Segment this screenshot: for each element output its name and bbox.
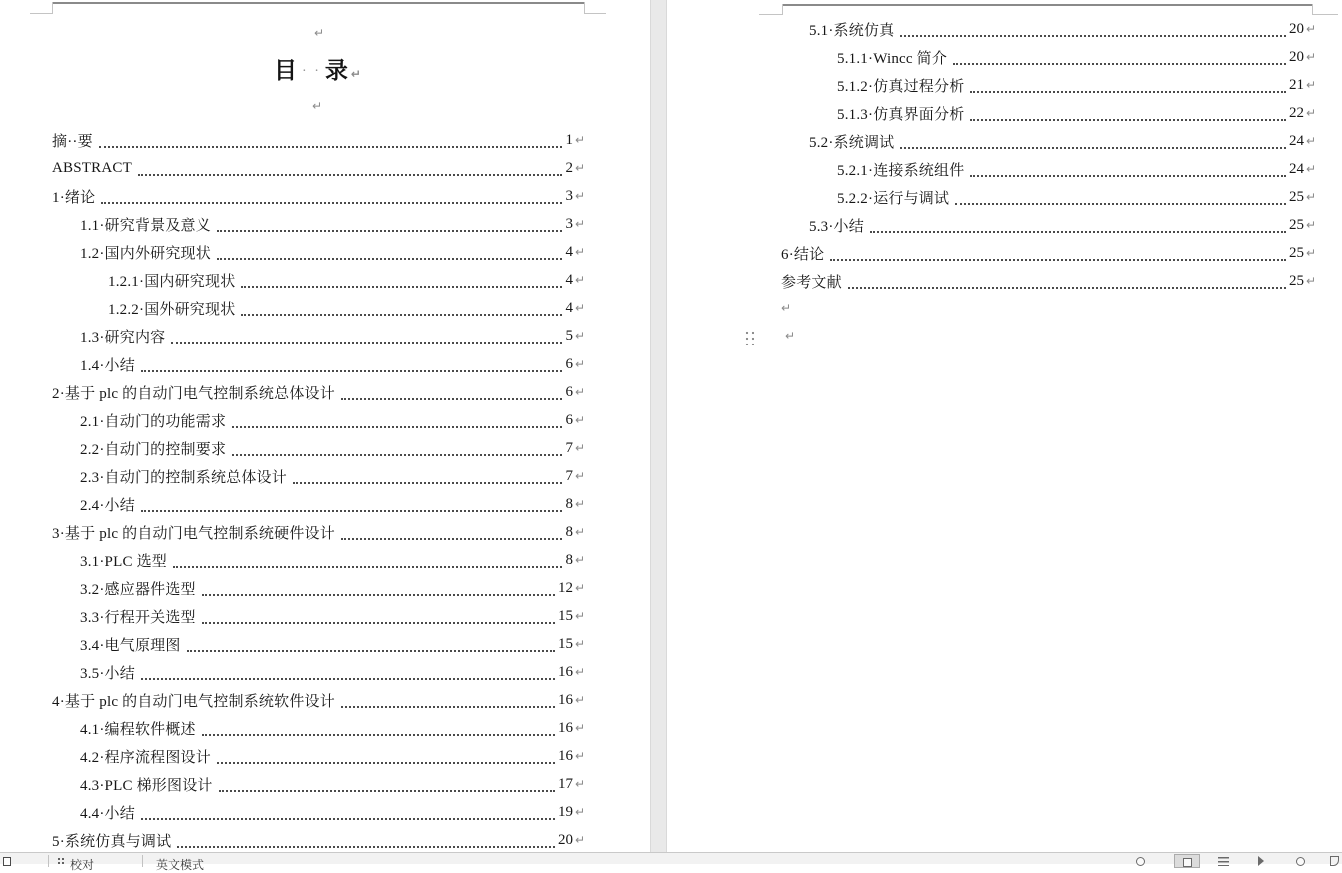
toc-entry-text: 1.3·研究内容 bbox=[80, 329, 166, 346]
toc-page-number: 24 bbox=[1288, 132, 1304, 149]
toc-page-number: 7 bbox=[565, 467, 573, 484]
paragraph-mark: ↵ bbox=[574, 217, 585, 231]
toc-page-number: 16 bbox=[557, 747, 573, 764]
read-mode-icon[interactable] bbox=[1136, 857, 1145, 866]
toc-page-number: 20 bbox=[1288, 48, 1304, 65]
toc-entry[interactable] bbox=[0, 294, 650, 322]
page-top-boundary bbox=[782, 4, 1312, 6]
toc-entry[interactable] bbox=[0, 770, 650, 798]
dot-leader bbox=[217, 762, 555, 764]
toc-page-number: 6 bbox=[565, 355, 573, 372]
dot-leader bbox=[187, 650, 555, 652]
crop-mark-top-right bbox=[584, 2, 585, 14]
toc-entry[interactable] bbox=[667, 15, 1342, 43]
toc-entry-text: 2.2·自动门的控制要求 bbox=[80, 441, 227, 458]
paragraph-mark: ↵ bbox=[781, 301, 792, 315]
document-page-1[interactable] bbox=[0, 0, 650, 864]
paragraph-mark: ↵ bbox=[1305, 22, 1316, 36]
paragraph-mark: ↵ bbox=[574, 665, 585, 679]
toc-entry-text: 4.3·PLC 梯形图设计 bbox=[80, 777, 213, 794]
toc-page-number: 1 bbox=[565, 131, 573, 148]
toc-list-page2 bbox=[667, 15, 1342, 295]
toc-page-number: 20 bbox=[557, 831, 573, 848]
dot-leader bbox=[293, 482, 562, 484]
dot-leader bbox=[202, 734, 555, 736]
toc-entry-text: ABSTRACT bbox=[52, 159, 132, 176]
toc-entry-text: 5.1.3·仿真界面分析 bbox=[837, 106, 965, 123]
toc-entry[interactable] bbox=[0, 266, 650, 294]
dot-leader bbox=[341, 538, 563, 540]
toc-entry-text: 5.2.1·连接系统组件 bbox=[837, 162, 965, 179]
toc-entry[interactable] bbox=[0, 182, 650, 210]
page-top-boundary bbox=[52, 2, 584, 4]
toc-entry[interactable] bbox=[667, 43, 1342, 71]
toc-page-number: 4 bbox=[565, 299, 573, 316]
toc-entry[interactable] bbox=[0, 126, 650, 154]
toc-page-number: 8 bbox=[565, 495, 573, 512]
toc-entry-text: 5.1.2·仿真过程分析 bbox=[837, 78, 965, 95]
toc-entry[interactable] bbox=[0, 350, 650, 378]
toc-entry-text: 2.3·自动门的控制系统总体设计 bbox=[80, 469, 287, 486]
dot-leader bbox=[141, 818, 555, 820]
toc-page-number: 7 bbox=[565, 439, 573, 456]
paragraph-mark: ↵ bbox=[574, 833, 585, 847]
toc-entry[interactable] bbox=[0, 742, 650, 770]
toc-entry-text: 2·基于 plc 的自动门电气控制系统总体设计 bbox=[52, 385, 335, 402]
toc-page-number: 25 bbox=[1288, 272, 1304, 289]
paragraph-mark: ↵ bbox=[574, 245, 585, 259]
toc-entry-text: 2.1·自动门的功能需求 bbox=[80, 413, 227, 430]
paragraph-mark: ↵ bbox=[574, 749, 585, 763]
zoom-icon[interactable] bbox=[1296, 857, 1305, 866]
macro-record-icon[interactable] bbox=[3, 857, 11, 866]
toc-entry[interactable] bbox=[667, 267, 1342, 295]
outline-view-icon[interactable] bbox=[1258, 856, 1264, 866]
paragraph-mark: ↵ bbox=[350, 67, 362, 81]
toc-entry[interactable] bbox=[0, 714, 650, 742]
toc-entry[interactable] bbox=[0, 154, 650, 182]
toc-page-number: 2 bbox=[565, 159, 573, 176]
toc-page-number: 6 bbox=[565, 383, 573, 400]
toc-page-number: 16 bbox=[557, 663, 573, 680]
dot-leader bbox=[101, 202, 562, 204]
dot-leader bbox=[217, 230, 562, 232]
paragraph-mark: ↵ bbox=[574, 161, 585, 175]
dot-leader bbox=[202, 622, 555, 624]
toc-entry-text: 1.1·研究背景及意义 bbox=[80, 217, 211, 234]
dot-leader bbox=[141, 678, 555, 680]
document-page-2[interactable] bbox=[667, 0, 1342, 864]
toc-page-number: 25 bbox=[1288, 244, 1304, 261]
dot-leader bbox=[900, 35, 1286, 37]
toc-entry[interactable] bbox=[0, 602, 650, 630]
paragraph-mark: ↵ bbox=[1305, 246, 1316, 260]
toc-entry[interactable] bbox=[0, 434, 650, 462]
dot-leader bbox=[848, 287, 1286, 289]
toc-page-number: 8 bbox=[565, 551, 573, 568]
toc-entry-text: 5.2·系统调试 bbox=[809, 134, 895, 151]
crop-mark-top-left bbox=[52, 2, 53, 14]
toc-entry-text: 5.2.2·运行与调试 bbox=[837, 190, 950, 207]
paragraph-mark: ↵ bbox=[574, 189, 585, 203]
space-marks: · · bbox=[302, 64, 321, 79]
paragraph-mark: ↵ bbox=[574, 357, 585, 371]
toc-page-number: 16 bbox=[557, 691, 573, 708]
toc-entry-text: 2.4·小结 bbox=[80, 497, 135, 514]
toc-entry-text: 4.1·编程软件概述 bbox=[80, 721, 196, 738]
crop-mark-top-right bbox=[584, 13, 606, 14]
toc-entry-text: 4.4·小结 bbox=[80, 805, 135, 822]
toc-entry-text: 3.3·行程开关选型 bbox=[80, 609, 196, 626]
dot-leader bbox=[141, 510, 562, 512]
toc-title-text: 目 bbox=[274, 58, 299, 83]
dot-leader bbox=[202, 594, 555, 596]
dot-leader bbox=[141, 370, 562, 372]
toc-entry-text: 摘··要 bbox=[52, 133, 93, 150]
toc-page-number: 21 bbox=[1288, 76, 1304, 93]
print-layout-icon bbox=[1183, 858, 1192, 867]
dot-leader bbox=[241, 314, 562, 316]
toc-entry[interactable] bbox=[667, 99, 1342, 127]
dot-leader bbox=[138, 174, 562, 176]
toc-entry[interactable] bbox=[0, 490, 650, 518]
paragraph-mark: ↵ bbox=[574, 805, 585, 819]
paragraph-mark: ↵ bbox=[314, 26, 325, 40]
paragraph-mark: ↵ bbox=[574, 441, 585, 455]
dot-leader bbox=[99, 146, 563, 148]
toc-entry-text: 1.4·小结 bbox=[80, 357, 135, 374]
paragraph-mark: ↵ bbox=[574, 329, 585, 343]
paragraph-mark: ↵ bbox=[574, 777, 585, 791]
toc-page-number: 22 bbox=[1288, 104, 1304, 121]
dot-leader bbox=[341, 398, 563, 400]
status-language-label[interactable]: 英文模式 bbox=[156, 858, 205, 872]
dot-leader bbox=[217, 258, 562, 260]
toc-page-number: 8 bbox=[565, 523, 573, 540]
paragraph-mark: ↵ bbox=[574, 637, 585, 651]
dot-leader bbox=[173, 566, 562, 568]
paragraph-mark: ↵ bbox=[1305, 274, 1316, 288]
dot-leader bbox=[970, 91, 1286, 93]
toc-entry-text: 3.1·PLC 选型 bbox=[80, 553, 168, 570]
dot-leader bbox=[900, 147, 1286, 149]
toc-entry-text: 5.3·小结 bbox=[809, 218, 864, 235]
toc-page-number: 6 bbox=[565, 411, 573, 428]
paragraph-mark: ↵ bbox=[574, 385, 585, 399]
toc-entry[interactable] bbox=[0, 630, 650, 658]
toc-page-number: 25 bbox=[1288, 188, 1304, 205]
dot-leader bbox=[232, 454, 562, 456]
toc-entry-text: 6·结论 bbox=[781, 246, 825, 263]
toc-page-number: 15 bbox=[557, 635, 573, 652]
paragraph-mark: ↵ bbox=[312, 99, 323, 113]
toc-entry-text: 5·系统仿真与调试 bbox=[52, 833, 172, 850]
toc-entry-text: 1·绪论 bbox=[52, 189, 96, 206]
toc-entry[interactable] bbox=[667, 71, 1342, 99]
toc-entry-text: 1.2.2·国外研究现状 bbox=[108, 301, 236, 318]
paragraph-mark: ↵ bbox=[1305, 50, 1316, 64]
toc-page-number: 24 bbox=[1288, 160, 1304, 177]
paragraph-mark: ↵ bbox=[574, 133, 585, 147]
paragraph-mark: ↵ bbox=[574, 273, 585, 287]
toc-page-number: 25 bbox=[1288, 216, 1304, 233]
toc-entry[interactable] bbox=[667, 239, 1342, 267]
paragraph-mark: ↵ bbox=[1305, 134, 1316, 148]
paragraph-mark: ↵ bbox=[574, 553, 585, 567]
crop-mark-top-left bbox=[782, 4, 783, 15]
toc-entry[interactable] bbox=[0, 546, 650, 574]
status-proofing-label[interactable]: 校对 bbox=[70, 858, 95, 872]
toc-page-number: 4 bbox=[565, 271, 573, 288]
dot-leader bbox=[177, 846, 555, 848]
toc-entry-text: 3·基于 plc 的自动门电气控制系统硬件设计 bbox=[52, 525, 335, 542]
toc-entry[interactable] bbox=[0, 378, 650, 406]
toc-entry[interactable] bbox=[0, 406, 650, 434]
web-layout-icon[interactable] bbox=[1218, 857, 1229, 866]
paragraph-mark: ↵ bbox=[574, 525, 585, 539]
page-gap-divider bbox=[650, 0, 667, 864]
toc-title-text: 录 bbox=[324, 58, 349, 83]
toc-entry[interactable] bbox=[0, 322, 650, 350]
toc-page-number: 19 bbox=[557, 803, 573, 820]
status-bar[interactable] bbox=[0, 852, 1342, 872]
status-divider bbox=[48, 855, 49, 867]
toc-entry-text: 3.5·小结 bbox=[80, 665, 135, 682]
dot-leader bbox=[830, 259, 1286, 261]
paragraph-mark: ↵ bbox=[1305, 78, 1316, 92]
toc-page-number: 4 bbox=[565, 243, 573, 260]
dot-leader bbox=[232, 426, 562, 428]
paragraph-mark: ↵ bbox=[574, 581, 585, 595]
dot-leader bbox=[241, 286, 562, 288]
toc-page-number: 16 bbox=[557, 719, 573, 736]
paragraph-mark: ↵ bbox=[574, 301, 585, 315]
toc-entry[interactable] bbox=[667, 211, 1342, 239]
toc-entry-text: 1.2.1·国内研究现状 bbox=[108, 273, 236, 290]
dot-leader bbox=[955, 203, 1286, 205]
toc-page-number: 20 bbox=[1288, 20, 1304, 37]
drag-handle-icon[interactable] bbox=[743, 329, 754, 345]
dot-leader bbox=[171, 342, 562, 344]
dot-leader bbox=[970, 175, 1286, 177]
toc-entry-text: 1.2·国内外研究现状 bbox=[80, 245, 211, 262]
paragraph-mark: ↵ bbox=[574, 721, 585, 735]
toc-page-number: 5 bbox=[565, 327, 573, 344]
toc-entry[interactable] bbox=[0, 686, 650, 714]
paragraph-mark: ↵ bbox=[574, 609, 585, 623]
paragraph-mark: ↵ bbox=[1305, 162, 1316, 176]
toc-entry[interactable] bbox=[0, 462, 650, 490]
paragraph-mark: ↵ bbox=[574, 469, 585, 483]
toc-page-number: 3 bbox=[565, 215, 573, 232]
crop-mark-top-right bbox=[1312, 4, 1313, 15]
toc-entry[interactable] bbox=[0, 238, 650, 266]
paragraph-mark: ↵ bbox=[785, 329, 796, 343]
dot-leader bbox=[341, 706, 555, 708]
toc-page-number: 12 bbox=[557, 579, 573, 596]
toc-page-number: 17 bbox=[557, 775, 573, 792]
toc-entry[interactable] bbox=[667, 127, 1342, 155]
dot-leader bbox=[219, 790, 555, 792]
toc-entry-text: 5.1.1·Wincc 简介 bbox=[837, 50, 948, 67]
crop-mark-top-left bbox=[30, 13, 52, 14]
toc-entry-text: 5.1·系统仿真 bbox=[809, 22, 895, 39]
paragraph-mark: ↵ bbox=[574, 693, 585, 707]
paragraph-mark: ↵ bbox=[1305, 190, 1316, 204]
toc-entry[interactable] bbox=[0, 210, 650, 238]
status-divider bbox=[142, 855, 143, 867]
toc-entry-text: 3.2·感应器件选型 bbox=[80, 581, 196, 598]
toc-page-number: 15 bbox=[557, 607, 573, 624]
proofing-icon[interactable] bbox=[57, 857, 66, 866]
paragraph-mark: ↵ bbox=[574, 413, 585, 427]
toc-title[interactable] bbox=[52, 52, 584, 85]
toc-entry-text: 参考文献 bbox=[781, 274, 842, 291]
paragraph-mark: ↵ bbox=[1305, 218, 1316, 232]
toc-entry[interactable] bbox=[0, 518, 650, 546]
toc-page-number: 3 bbox=[565, 187, 573, 204]
toc-entry[interactable] bbox=[667, 155, 1342, 183]
paragraph-mark: ↵ bbox=[574, 497, 585, 511]
paragraph-mark: ↵ bbox=[1305, 106, 1316, 120]
fit-page-icon[interactable] bbox=[1330, 856, 1339, 866]
dot-leader bbox=[953, 63, 1286, 65]
toc-entry-text: 4.2·程序流程图设计 bbox=[80, 749, 211, 766]
toc-entry-text: 3.4·电气原理图 bbox=[80, 637, 181, 654]
toc-entry[interactable] bbox=[0, 798, 650, 826]
toc-entry[interactable] bbox=[0, 826, 650, 854]
toc-entry[interactable] bbox=[0, 658, 650, 686]
toc-list-page1 bbox=[0, 126, 650, 854]
toc-entry[interactable] bbox=[667, 183, 1342, 211]
dot-leader bbox=[870, 231, 1286, 233]
print-layout-button-active[interactable] bbox=[1174, 854, 1200, 868]
dot-leader bbox=[970, 119, 1286, 121]
toc-entry-text: 4·基于 plc 的自动门电气控制系统软件设计 bbox=[52, 693, 335, 710]
toc-entry[interactable] bbox=[0, 574, 650, 602]
